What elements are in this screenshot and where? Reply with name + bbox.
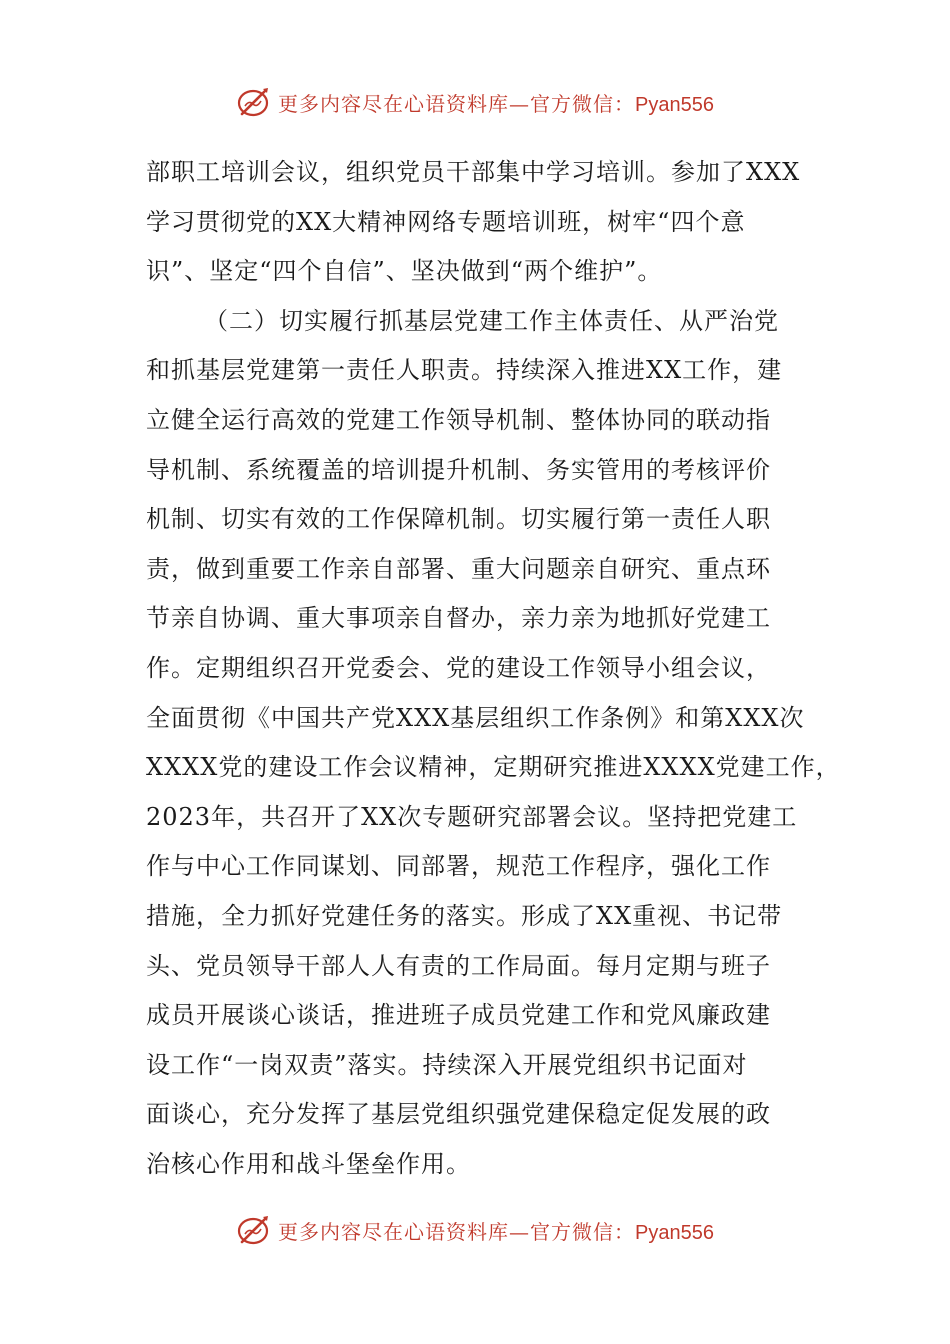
text-line: 节亲自协调、重大事项亲自督办，亲力亲为地抓好党建工 — [146, 604, 771, 633]
wechat-account: Pyan556 — [635, 93, 714, 116]
text-line: 部职工培训会议，组织党员干部集中学习培训。参加了XXX — [146, 158, 801, 186]
text-line: 识”、坚定“四个自信”、坚决做到“两个维护”。 — [146, 257, 663, 286]
section-heading-line: （二）切实履行抓基层党建工作主体责任、从严治党 — [204, 306, 779, 335]
text-line: 立健全运行高效的党建工作领导机制、整体协同的联动指 — [146, 405, 771, 434]
text-line: 设工作“一岗双责”落实。持续深入开展党组织书记面对 — [146, 1050, 748, 1079]
text-line: 机制、切实有效的工作保障机制。切实履行第一责任人职 — [146, 505, 771, 534]
text-line: 学习贯彻党的XX大精神网络专题培训班，树牢“四个意 — [146, 207, 746, 236]
banner-slogan: 更多内容尽在心语资料库—官方微信： — [278, 1219, 636, 1244]
text-line: 作与中心工作同谋划、同部署，规范工作程序，强化工作 — [146, 852, 771, 881]
banner-text — [278, 88, 714, 117]
banner-text — [278, 1216, 714, 1245]
text-line: 全面贯彻《中国共产党XXX基层组织工作条例》和第XXX次 — [146, 703, 805, 732]
text-line: 2023年，共召开了XX次专题研究部署会议。坚持把党建工 — [146, 802, 798, 831]
pen-logo-icon — [236, 84, 272, 120]
wechat-account: Pyan556 — [635, 1221, 714, 1244]
pen-logo-icon — [236, 1212, 272, 1248]
text-line: 面谈心，充分发挥了基层党组织强党建保稳定促发展的政 — [146, 1100, 771, 1129]
text-line: 和抓基层党建第一责任人职责。持续深入推进XX工作，建 — [146, 356, 783, 385]
text-line: 责，做到重要工作亲自部署、重大问题亲自研究、重点环 — [146, 554, 771, 583]
header-banner — [0, 82, 950, 122]
text-line: 作。定期组织召开党委会、党的建设工作领导小组会议， — [146, 653, 771, 682]
footer-banner — [0, 1210, 950, 1250]
text-line: 导机制、系统覆盖的培训提升机制、务实管用的考核评价 — [146, 455, 771, 484]
text-line: 成员开展谈心谈话，推进班子成员党建工作和党风廉政建 — [146, 1001, 771, 1030]
text-line: XXXX党的建设工作会议精神，定期研究推进XXXX党建工作， — [146, 753, 841, 782]
banner-slogan: 更多内容尽在心语资料库—官方微信： — [278, 91, 636, 116]
text-line: 措施，全力抓好党建任务的落实。形成了XX重视、书记带 — [146, 901, 783, 930]
document-body — [146, 148, 841, 1189]
text-line: 治核心作用和战斗堡垒作用。 — [146, 1149, 471, 1178]
text-line: 头、党员领导干部人人有责的工作局面。每月定期与班子 — [146, 951, 771, 980]
